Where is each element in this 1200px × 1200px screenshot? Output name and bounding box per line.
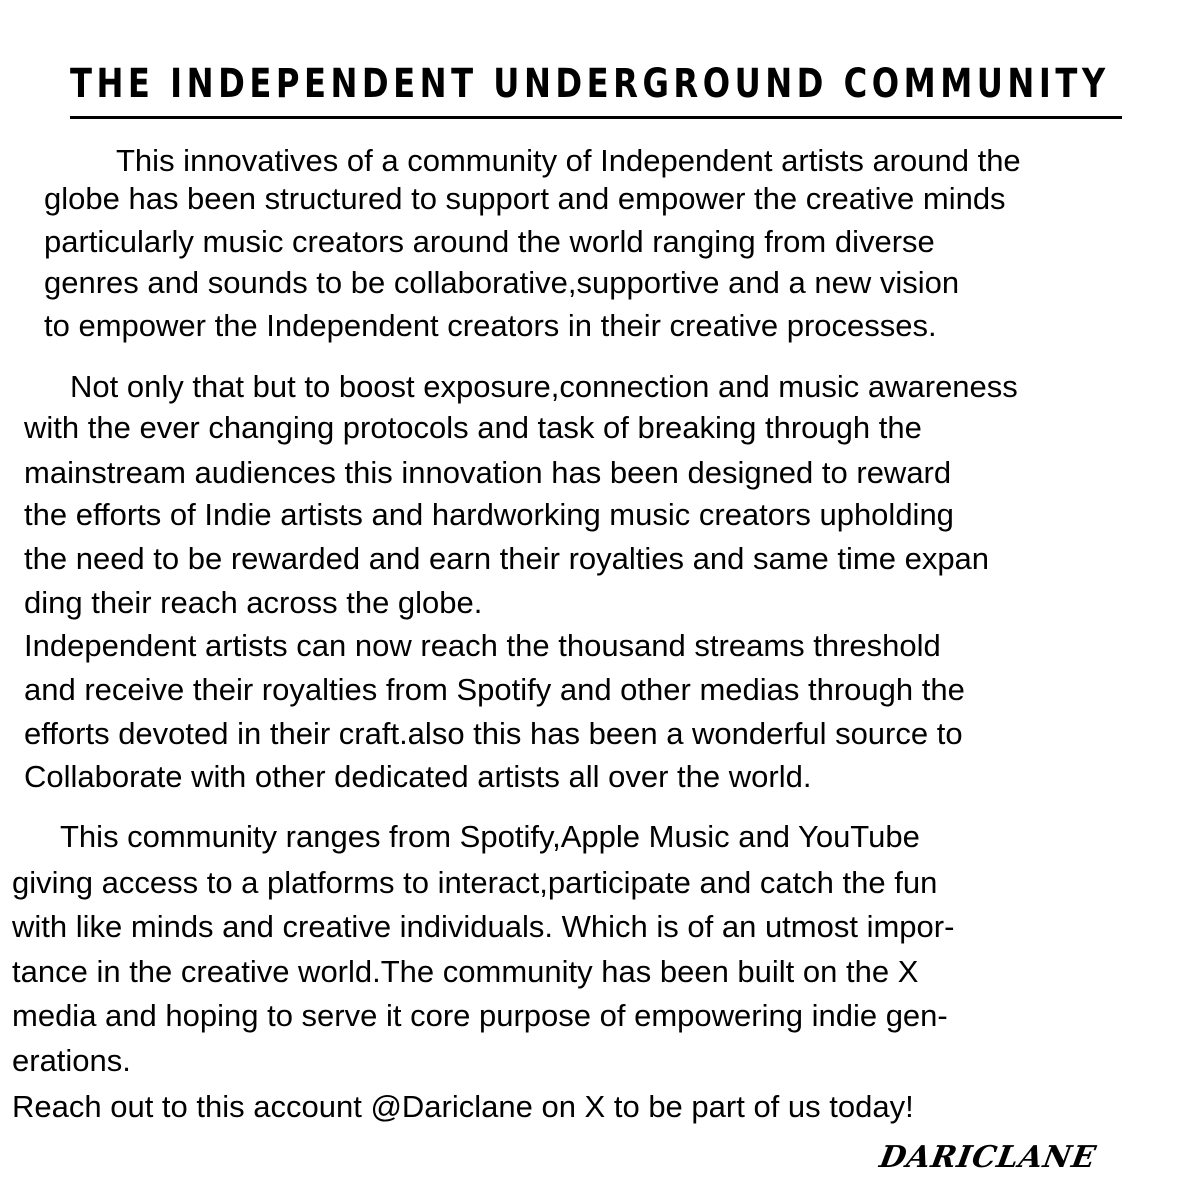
paragraph1-line: particularly music creators around the world ranging from diverse — [44, 224, 935, 259]
paragraph2-line: and receive their royalties from Spotify and other medias through the — [24, 672, 965, 707]
paragraph3-line: giving access to a platforms to interact,participate and catch the fun — [12, 865, 938, 900]
paragraph2-line: the need to be rewarded and earn their royalties and same time expan — [24, 541, 990, 576]
signature: DARICLANE — [877, 1140, 1099, 1175]
page-title: THE INDEPENDENT UNDERGROUND COMMUNITY — [70, 61, 1110, 107]
paragraph2-line: mainstream audiences this innovation has been designed to reward — [24, 455, 952, 490]
paragraph3-line: media and hoping to serve it core purpose of empowering indie gen- — [12, 998, 948, 1033]
paragraph2-line: Independent artists can now reach the thousand streams threshold — [24, 628, 941, 663]
paragraph2-line: efforts devoted in their craft.also this has been a wonderful source to — [24, 716, 963, 751]
paragraph1-line: globe has been structured to support and empower the creative minds — [44, 181, 1006, 216]
paragraph3-line: with like minds and creative individuals. Which is of an utmost impor- — [12, 909, 955, 944]
paragraph3-line: tance in the creative world.The community has been built on the X — [12, 954, 919, 989]
paragraph1-line: This innovatives of a community of Independent artists around the — [116, 143, 1021, 178]
paragraph2-line: with the ever changing protocols and task of breaking through the — [24, 410, 922, 445]
title-underline — [70, 116, 1122, 119]
paragraph3-line: Reach out to this account @Dariclane on X to be part of us today! — [12, 1089, 914, 1124]
paragraph3-line: This community ranges from Spotify,Apple Music and YouTube — [60, 819, 920, 854]
paragraph2-line: Not only that but to boost exposure,connection and music awareness — [70, 369, 1018, 404]
paragraph2-line: Collaborate with other dedicated artists all over the world. — [24, 759, 812, 794]
paragraph2-line: ding their reach across the globe. — [24, 585, 483, 620]
paragraph1-line: to empower the Independent creators in their creative processes. — [44, 308, 937, 343]
paragraph3-line: erations. — [12, 1043, 131, 1078]
paragraph1-line: genres and sounds to be collaborative,supportive and a new vision — [44, 265, 960, 300]
paragraph2-line: the efforts of Indie artists and hardworking music creators upholding — [24, 497, 954, 532]
